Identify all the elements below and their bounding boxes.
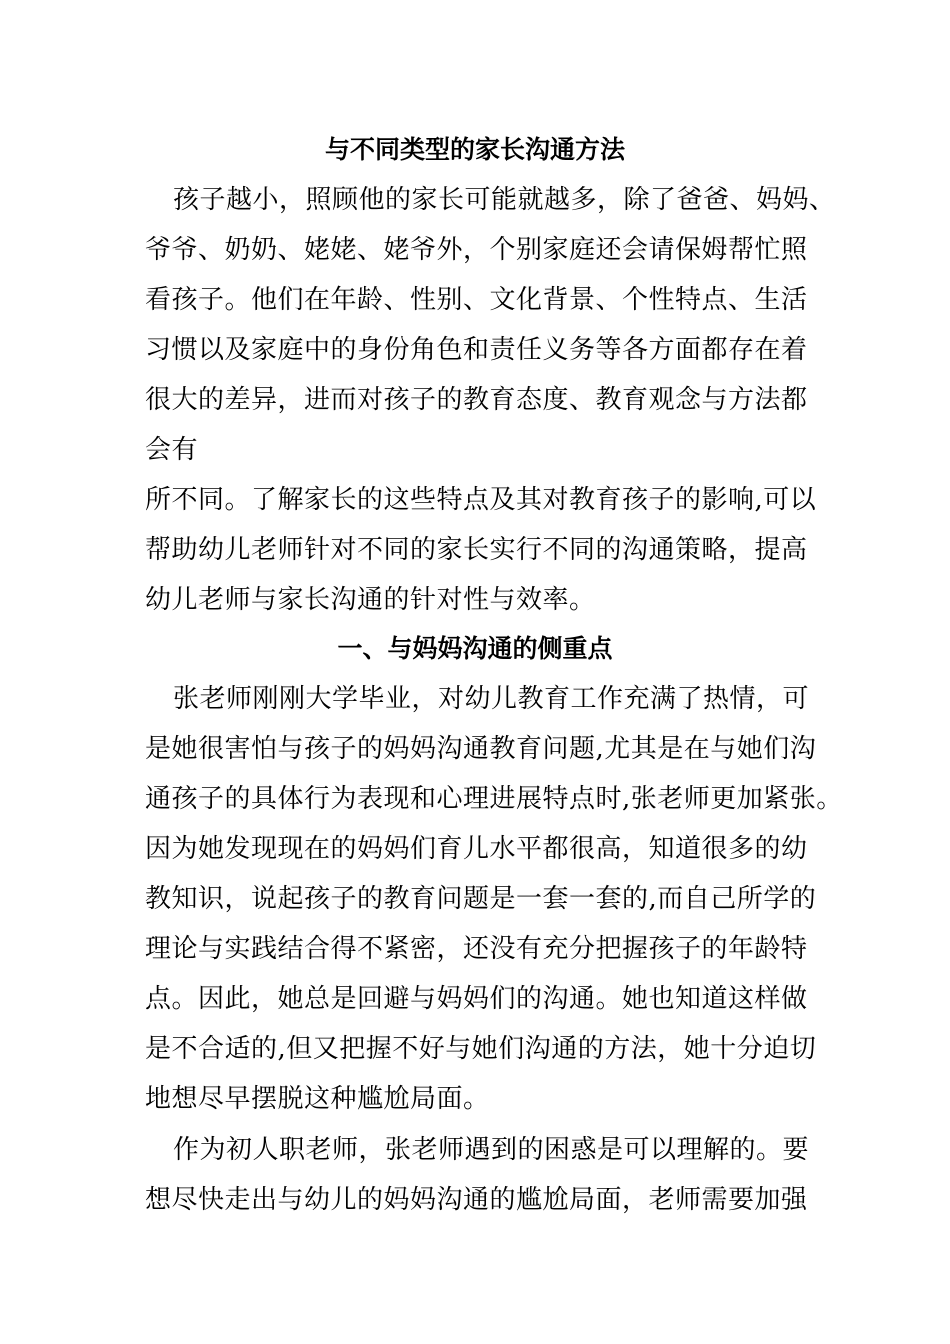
paragraph-line: 张老师刚刚大学毕业，对幼儿教育工作充满了热情，可 [173, 684, 810, 714]
intro-line: 幼儿老师与家长沟通的针对性与效率。 [145, 585, 596, 615]
paragraph-line: 因为她发现现在的妈妈们育儿水平都很高，知道很多的幼 [145, 834, 808, 864]
intro-line: 孩子越小，照顾他的家长可能就越多，除了爸爸、妈妈、 [173, 185, 836, 215]
document-title: 与不同类型的家长沟通方法 [324, 135, 625, 164]
intro-line: 看孩子。他们在年龄、性别、文化背景、个性特点、生活 [145, 285, 808, 315]
intro-line: 帮助幼儿老师针对不同的家长实行不同的沟通策略，提高 [145, 535, 808, 565]
paragraph-line: 通孩子的具体行为表现和心理进展特点时,张老师更加紧张。 [145, 784, 843, 814]
paragraph-line: 是不合适的,但又把握不好与她们沟通的方法，她十分迫切 [145, 1034, 817, 1064]
paragraph-line: 想尽快走出与幼儿的妈妈沟通的尴尬局面，老师需要加强 [145, 1185, 808, 1215]
intro-line: 会有 [145, 435, 199, 465]
paragraph-line: 理论与实践结合得不紧密，还没有充分把握孩子的年龄特 [145, 934, 808, 964]
paragraph-line: 点。因此，她总是回避与妈妈们的沟通。她也知道这样做 [145, 984, 808, 1014]
intro-line: 很大的差异，进而对孩子的教育态度、教育观念与方法都 [145, 385, 808, 415]
paragraph-line: 地想尽早摆脱这种尴尬局面。 [145, 1084, 490, 1114]
section-heading: 一、与妈妈沟通的侧重点 [337, 634, 613, 663]
intro-line: 习惯以及家庭中的身份角色和责任义务等各方面都存在着 [145, 335, 808, 365]
paragraph-line: 教知识，说起孩子的教育问题是一套一套的,而自己所学的 [145, 884, 817, 914]
paragraph-line: 作为初人职老师，张老师遇到的困惑是可以理解的。要 [173, 1135, 810, 1165]
intro-line: 爷爷、奶奶、姥姥、姥爷外，个别家庭还会请保姆帮忙照 [145, 235, 808, 265]
paragraph-line: 是她很害怕与孩子的妈妈沟通教育问题,尤其是在与她们沟 [145, 734, 817, 764]
intro-line: 所不同。了解家长的这些特点及其对教育孩子的影响,可以 [145, 485, 817, 515]
